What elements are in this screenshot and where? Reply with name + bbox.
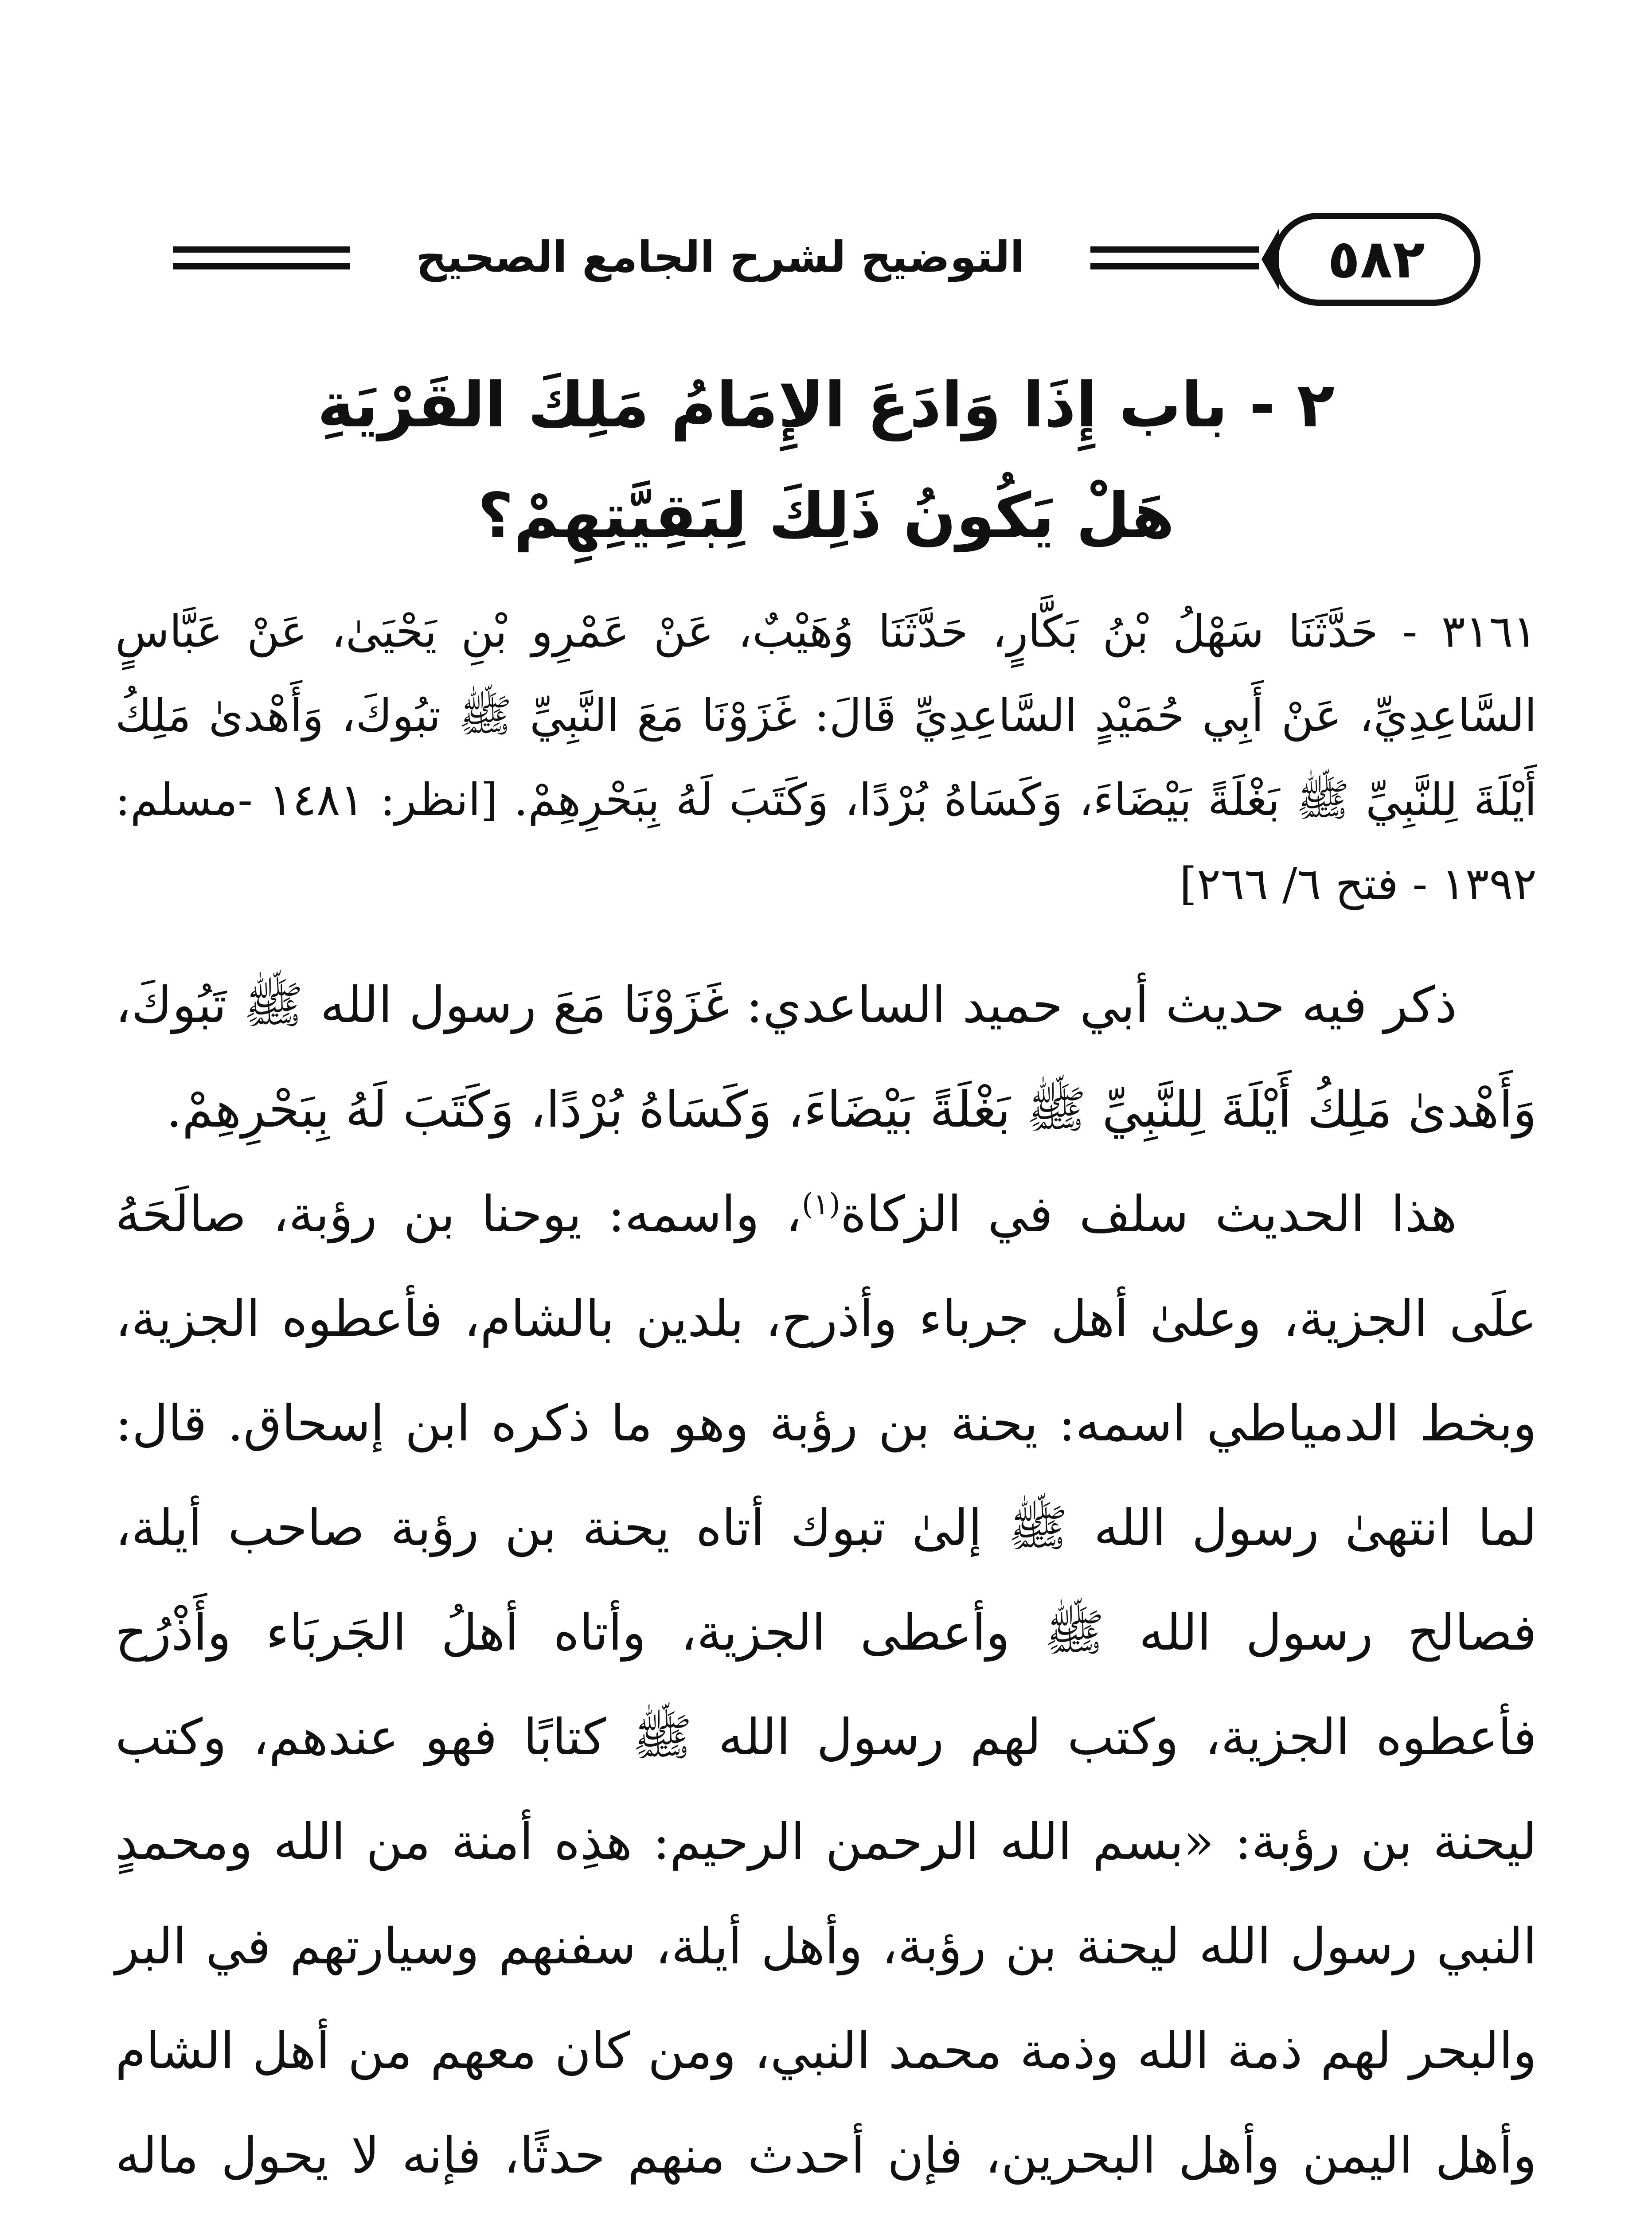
running-title: التوضيح لشرح الجامع الصحيح [416,232,1025,282]
running-header [173,208,1480,319]
chapter-heading-line-2: هَلْ يَكُونُ ذَلِكَ لِبَقِيَّتِهِمْ؟ [477,480,1175,552]
chapter-heading-line-1: ٢ - باب إِذَا وَادَعَ الإِمَامُ مَلِكَ القَرْيَةِ [317,369,1335,441]
commentary-p2-body: ، واسمه: يوحنا بن رؤبة، صالَحَهُ علَى الجزية، وعلىٰ أهل جرباء وأذرح، بلدين بالشام، فأعطوه الجزية، وبخط الدمياطي اسمه: يحنة بن رؤبة وهو ما ذكره ابن إسحاق. قال: لما انتهىٰ رسول الله ﷺ إلىٰ تبوك أتاه يحنة بن رؤبة صاحب أيلة، فصالح رسول الله ﷺ وأعطى الجزية، وأتاه أهلُ الجَربَاء وأَذْرُح فأعطوه الجزية، وكتب لهم رسول الله ﷺ كتابًا فهو عندهم، وكتب ليحنة بن رؤبة: «بسم الله الرحمن الرحيم: هذِه أمنة من الله ومحمدٍ النبي رسول الله ليحنة بن رؤبة، وأهل أيلة، سفنهم وسيارتهم في البر والبحر لهم ذمة الله وذمة محمد النبي، ومن كان معهم من أهل الشام وأهل اليمن وأهل البحرين، فإن أحدث منهم حدثًا، فإنه لا يحول ماله [115,1186,1537,2185]
hadith-text-block [115,589,1537,926]
commentary-p2-start: هذا الحديث سلف في الزكاة [840,1186,1457,1243]
hadith-text: ٣١٦١ - حَدَّثَنَا سَهْلُ بْنُ بَكَّارٍ، حَدَّثَنَا وُهَيْبٌ، عَنْ عَمْرِو بْنِ يَحْيَىٰ، عَنْ عَبَّاسٍ السَّاعِدِيِّ، عَنْ أَبِي حُمَيْدٍ السَّاعِدِيِّ قَالَ: غَزَوْنَا مَعَ النَّبِيِّ ﷺ تبُوكَ، وَأَهْدىٰ مَلِكُ أَيْلَةَ لِلنَّبِيِّ ﷺ بَغْلَةً بَيْضَاءَ، وَكَسَاهُ بُرْدًا، وَكَتَبَ لَهُ بِبَحْرِهِمْ. [انظر: ١٤٨١ -مسلم: ١٣٩٢ - فتح ٦/ ٢٦٦] [115,605,1537,910]
page-number: ٥٨٢ [1328,228,1425,290]
commentary-block [115,953,1537,2216]
page-number-badge [1272,213,1480,306]
commentary-paragraph-2 [115,1162,1537,2216]
header-rule-left [173,246,350,269]
commentary-paragraph-1: ذكر فيه حديث أبي حميد الساعدي: غَزَوْنَا مَعَ رسول الله ﷺ تَبُوكَ، وَأَهْدىٰ مَلِكُ أَيْلَةَ لِلنَّبِيِّ ﷺ بَغْلَةً بَيْضَاءَ، وَكَسَاهُ بُرْدًا، وَكَتَبَ لَهُ بِبَحْرِهِمْ. [115,976,1537,1139]
chapter-heading [133,350,1519,572]
footnote-ref-1: (١) [801,1187,840,1221]
header-rule-right [1090,246,1259,269]
